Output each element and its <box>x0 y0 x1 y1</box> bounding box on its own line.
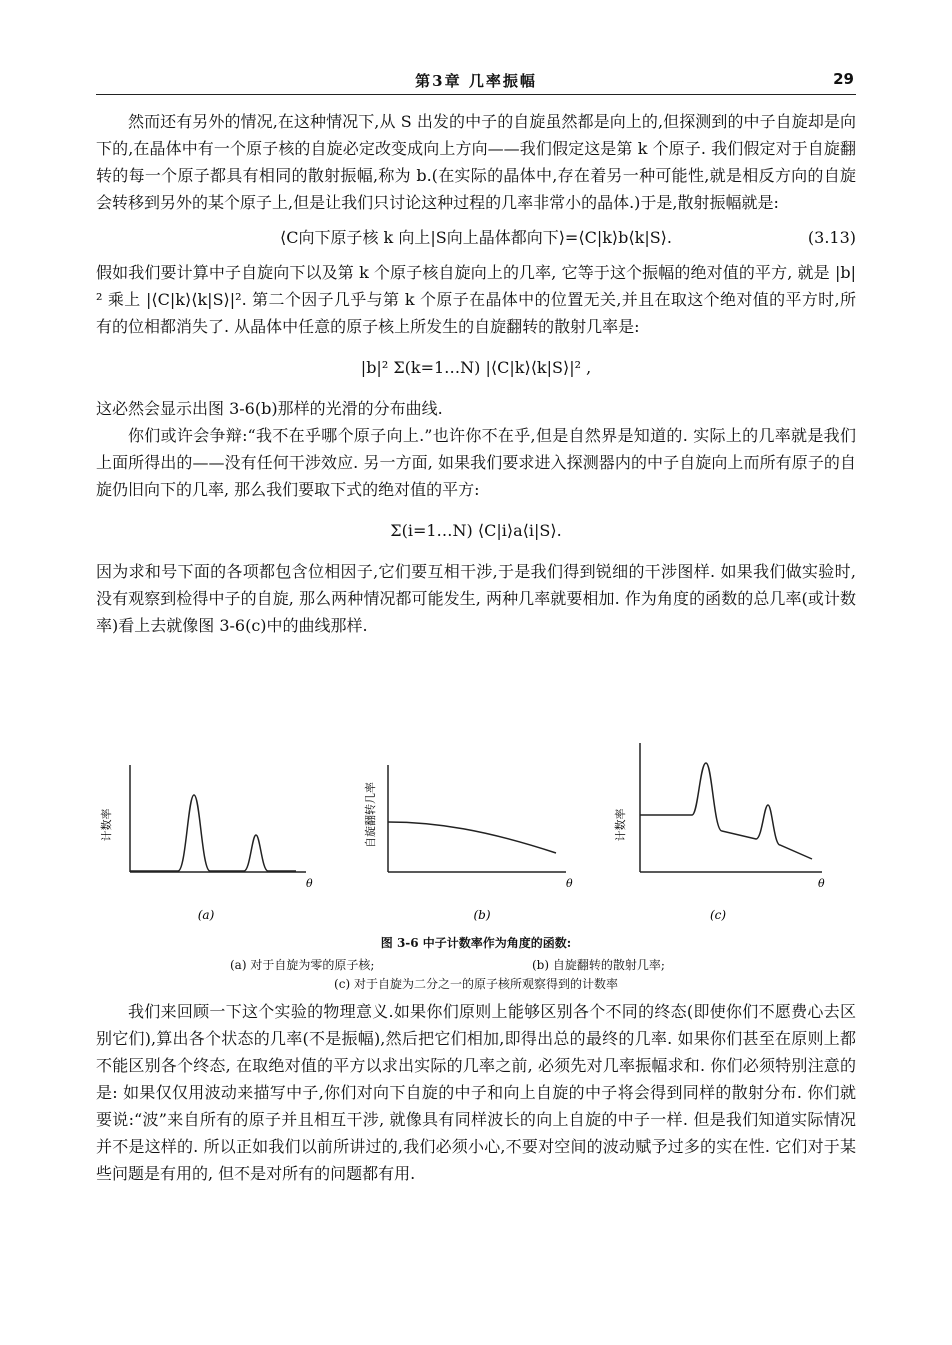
page-number: 29 <box>833 70 854 88</box>
caption-b: (b) 自旋翻转的散射几率; <box>532 958 665 972</box>
body-bottom <box>96 998 856 1187</box>
caption-a: (a) 对于自旋为零的原子核; <box>230 958 375 972</box>
panel-a-curve <box>130 795 296 871</box>
panel-a <box>99 765 313 890</box>
paragraph-5: 因为求和号下面的各项都包含位相因子,它们要互相干涉,于是我们得到锐细的干涉图样. 如果我们做实验时,没有观察到检得中子的自旋, 那么两种情况都可能发生, 两种几率就要相加. 作为角度的函数的总几率(或计数率)看上去就像图 3-6(c)中的曲线那样. <box>96 562 856 635</box>
page-header <box>96 64 856 95</box>
panel-a-ylabel: 计数率 <box>100 808 113 842</box>
panel-b-ylabel: 自旋翻转几率 <box>364 782 377 848</box>
equation-sum-i: Σ(i=1…N) ⟨C|i⟩a⟨i|S⟩. <box>390 521 562 540</box>
paragraph-6: 我们来回顾一下这个实验的物理意义.如果你们原则上能够区别各个不同的终态(即使你们不愿费心去区别它们),算出各个状态的几率(不是振幅),然后把它们相加,即得出总的最终的几率. 如果你们甚至在原则上都不能区别各个终态, 在取绝对值的平方以求出实际的几率之前, 必须先对几率振幅求和. 你们必须特别注意的是: 如果仅仅用波动来描写中子,你们对向下自旋的中子和向上自旋的中子将会得到同样的散射分布. 你们就要说:“波”来自所有的原子并且相互干涉, 就像具有同样波长的向上自旋的中子一样. 但是我们知道实际情况并不是这样的. 所以正如我们以前所讲过的,我们必须小心,不要对空间的波动赋予过多的实在性. 它们对于某些问题是有用的, 但不是对所有的问题都有用. <box>96 1002 856 1183</box>
figure-3-6 <box>96 735 856 1005</box>
equation-number: (3.13) <box>807 228 856 247</box>
figure-plots <box>96 735 856 935</box>
paragraph-4: 你们或许会争辩:“我不在乎哪个原子向上.”也许你不在乎,但是自然界是知道的. 实际上的几率就是我们上面所得出的——没有任何干涉效应. 另一方面, 如果我们要求进入探测器内的中子自旋向上而所有原子的自旋仍旧向下的几率, 那么我们要取下式的绝对值的平方: <box>96 426 856 499</box>
panel-c <box>613 743 825 890</box>
figure-caption-title: 图 3-6 中子计数率作为角度的函数: <box>380 936 572 950</box>
panel-a-label: (a) <box>197 908 215 922</box>
panel-c-label: (c) <box>709 908 727 922</box>
caption-c: (c) 对于自旋为二分之一的原子核所观察得到的计数率 <box>334 977 618 991</box>
equation-sum-k: |b|² Σ(k=1…N) |⟨C|k⟩⟨k|S⟩|² , <box>360 358 592 377</box>
panel-c-xlabel: θ <box>818 877 825 890</box>
paragraph-2: 假如我们要计算中子自旋向下以及第 k 个原子核自旋向上的几率, 它等于这个振幅的绝对值的平方, 就是 |b|² 乘上 |⟨C|k⟩⟨k|S⟩|². 第二个因子几乎与第 k 个原子在晶体中的位置无关,并且在取这个绝对值的平方时,所有的位相都消失了. 从晶体中任意的原子核上所发生的自旋翻转的散射几率是: <box>96 263 856 336</box>
panel-c-curve <box>640 763 812 859</box>
panel-b-curve <box>388 822 556 853</box>
equation-3-13 <box>96 224 856 251</box>
chapter-title: 第3章 几率振幅 <box>415 72 537 90</box>
paragraph-3: 这必然会显示出图 3-6(b)那样的光滑的分布曲线. <box>96 399 443 418</box>
equation-3-13-body: ⟨C向下原子核 k 向上|S向上晶体都向下⟩=⟨C|k⟩b⟨k|S⟩. <box>279 228 673 247</box>
panel-b-xlabel: θ <box>566 877 573 890</box>
panel-a-xlabel: θ <box>306 877 313 890</box>
panel-b <box>363 765 573 890</box>
panel-c-ylabel: 计数率 <box>614 808 627 842</box>
panel-b-label: (b) <box>473 908 491 922</box>
paragraph-1: 然而还有另外的情况,在这种情况下,从 S 出发的中子的自旋虽然都是向上的,但探测到的中子自旋却是向下的,在晶体中有一个原子核的自旋必定改变成向上方向——我们假定这是第 k 个原子. 我们假定对于自旋翻转的每一个原子都具有相同的散射振幅,称为 b.(在实际的晶体中,存在着另一种可能性,就是相反方向的自旋会转移到另外的某个原子上,但是让我们只讨论这种过程的几率非常小的晶体.)于是,散射振幅就是: <box>96 112 856 212</box>
body-top <box>96 108 856 639</box>
